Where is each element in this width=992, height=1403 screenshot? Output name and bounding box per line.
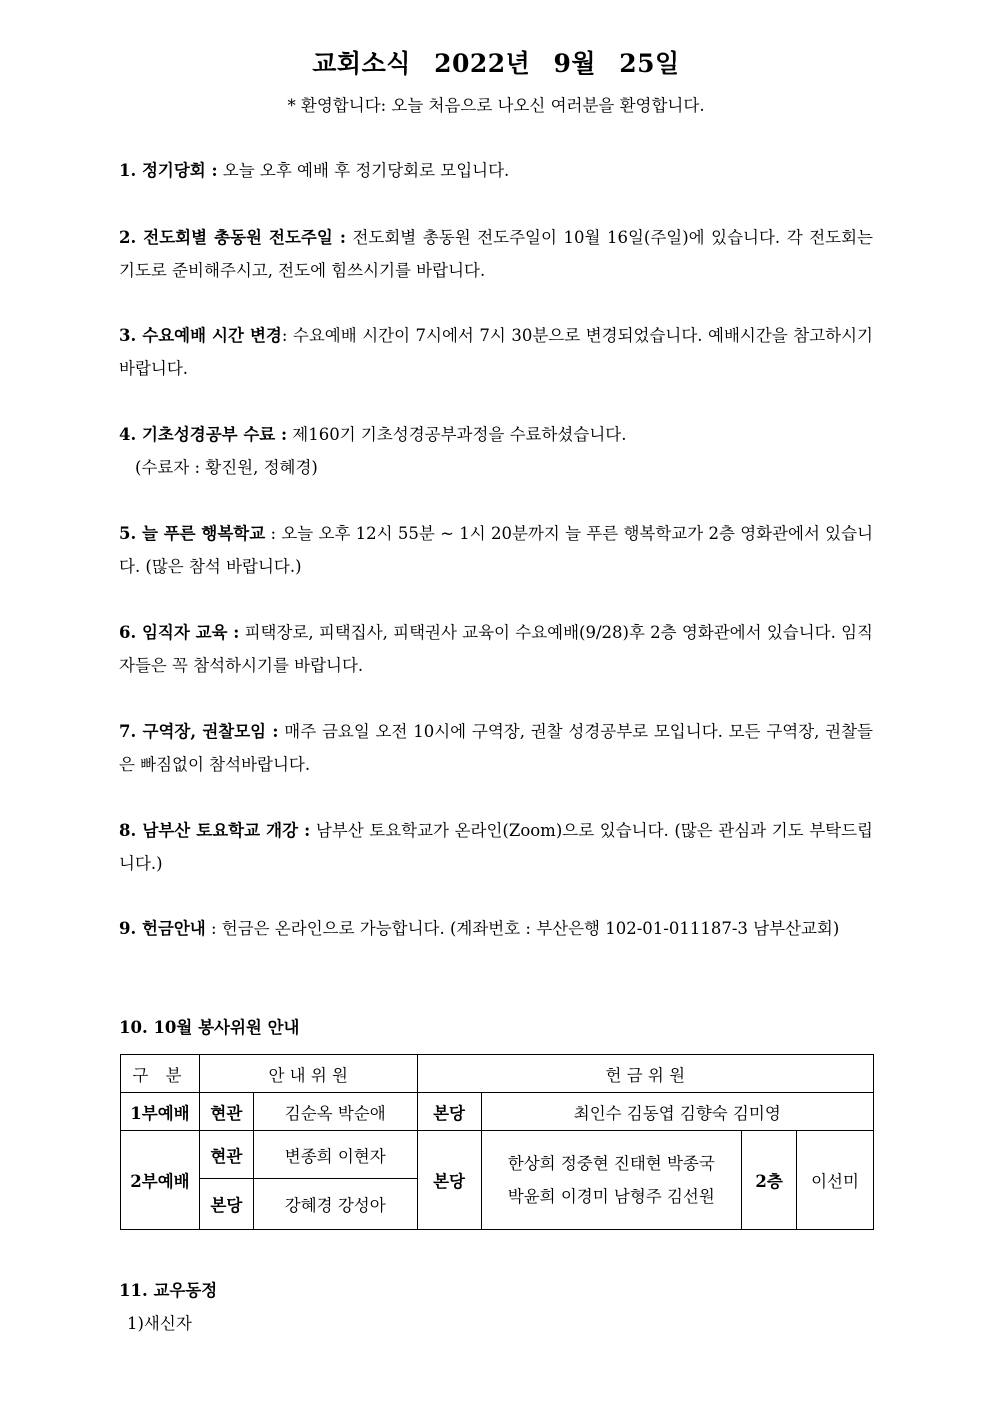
guide-place: 현관 [199, 1131, 253, 1179]
notice-item-9 [119, 912, 873, 945]
table-row-service-1 [121, 1093, 874, 1131]
notice-heading: 10. 10월 봉사위원 안내 [119, 1018, 300, 1037]
volunteer-table [120, 1054, 874, 1230]
notice-item-2 [119, 221, 873, 287]
offering-place: 본당 [417, 1131, 481, 1230]
notice-heading: 11. 교우동정 [119, 1281, 218, 1300]
notice-heading: 1. 정기당회 : [119, 161, 218, 180]
offering-names-line: 박윤희 이경미 남형주 김선원 [507, 1187, 715, 1206]
guide-names: 강혜경 강성아 [253, 1179, 417, 1230]
offering-names: 최인수 김동엽 김향숙 김미영 [481, 1093, 873, 1131]
floor-name: 이선미 [797, 1131, 874, 1230]
notice-heading: 4. 기초성경공부 수료 : [119, 425, 288, 444]
notice-text: 제160기 기초성경공부과정을 수료하셨습니다. [287, 425, 627, 444]
service-label: 1부예배 [121, 1093, 200, 1131]
notice-item-1 [119, 154, 873, 187]
notice-text: 전도회별 총동원 전도주일이 10월 16일(주일)에 있습니다. 각 전도회는 기도로 준비해주시고, 전도에 힘쓰시기를 바랍니다. [119, 228, 873, 280]
notice-item-4 [119, 418, 873, 484]
offering-names [481, 1131, 742, 1230]
offering-place: 본당 [417, 1093, 481, 1131]
notice-item-5 [119, 517, 873, 583]
notice-heading: 5. 늘 푸른 행복학교 [119, 524, 266, 543]
notice-heading: 2. 전도회별 총동원 전도주일 : [119, 228, 346, 247]
page-title: 교회소식 2022년 9월 25일 [312, 49, 680, 78]
notice-subline: (수료자 : 황진원, 정혜경) [135, 458, 318, 477]
notice-heading: 3. 수요예배 시간 변경 [119, 326, 282, 345]
header-category: 구 분 [121, 1055, 200, 1093]
header-offering: 헌 금 위 원 [417, 1055, 873, 1093]
notice-item-6 [119, 616, 873, 682]
notice-heading: 7. 구역장, 권찰모임 : [119, 722, 279, 741]
notice-subline: 1)새신자 [127, 1314, 192, 1333]
notice-item-10 [119, 1011, 873, 1044]
notice-item-3 [119, 319, 873, 385]
notice-text: 피택장로, 피택집사, 피택권사 교육이 수요예배(9/28)후 2층 영화관에서 있습니다. 임직자들은 꼭 참석하시기를 바랍니다. [119, 623, 873, 675]
notice-item-7 [119, 715, 873, 781]
service-label: 2부예배 [121, 1131, 200, 1230]
notice-item-11 [119, 1274, 873, 1340]
table-header-row [121, 1055, 874, 1093]
header-guide: 안 내 위 원 [199, 1055, 417, 1093]
notice-text: 오늘 오후 예배 후 정기당회로 모입니다. [217, 161, 510, 180]
notice-item-8 [119, 814, 873, 880]
notice-text: : 수요예배 시간이 7시에서 7시 30분으로 변경되었습니다. 예배시간을 참고하시기 바랍니다. [119, 326, 873, 378]
notice-text: : 헌금은 온라인으로 가능합니다. (계좌번호 : 부산은행 102-01-011187-3 남부산교회) [205, 919, 840, 938]
notice-heading: 9. 헌금안내 [119, 919, 206, 938]
notice-heading: 6. 임직자 교육 : [119, 623, 240, 642]
floor-place: 2층 [742, 1131, 797, 1230]
guide-names: 변종희 이현자 [253, 1131, 417, 1179]
notice-text: 남부산 토요학교가 온라인(Zoom)으로 있습니다. (많은 관심과 기도 부탁드립니다.) [119, 821, 873, 873]
guide-names: 김순옥 박순애 [253, 1093, 417, 1131]
guide-place: 본당 [199, 1179, 253, 1230]
table-row-service-2a [121, 1131, 874, 1179]
notice-heading: 8. 남부산 토요학교 개강 : [119, 821, 311, 840]
guide-place: 현관 [199, 1093, 253, 1131]
welcome-line: * 환영합니다: 오늘 처음으로 나오신 여러분을 환영합니다. [287, 96, 705, 115]
notice-text: : 오늘 오후 12시 55분 ~ 1시 20분까지 늘 푸른 행복학교가 2층 영화관에서 있습니다. (많은 참석 바랍니다.) [119, 524, 874, 576]
offering-names-line: 한상희 정중현 진태현 박종국 [507, 1154, 715, 1173]
notice-text: 매주 금요일 오전 10시에 구역장, 권찰 성경공부로 모입니다. 모든 구역장, 권찰들은 빠짐없이 참석바랍니다. [119, 722, 873, 774]
